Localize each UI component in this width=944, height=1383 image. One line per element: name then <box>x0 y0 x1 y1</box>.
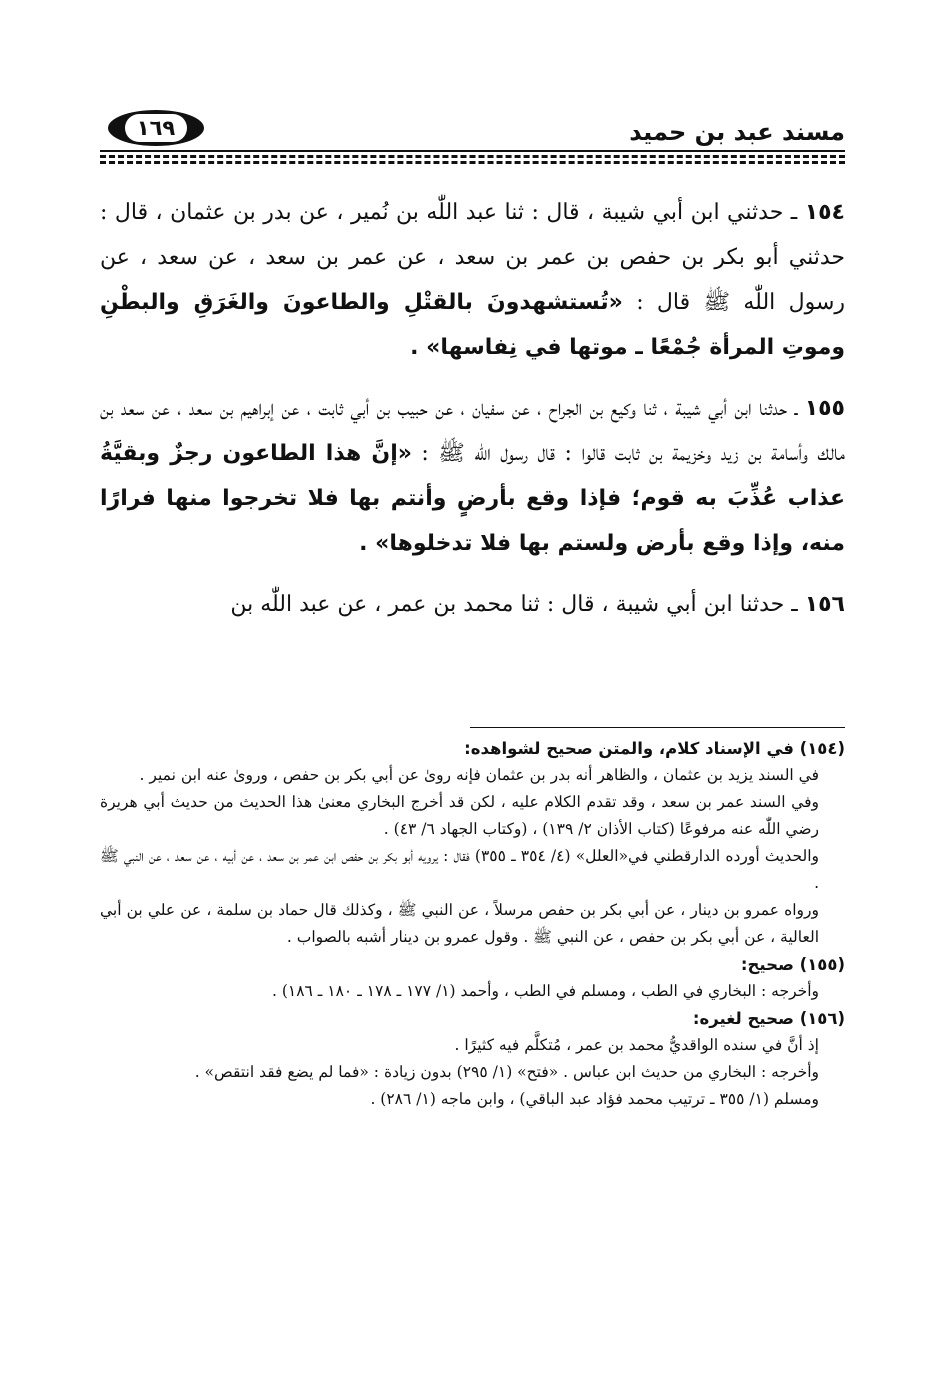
hadith-isnad: ـ حدثني ابن أبي شيبة ، قال : ثنا عبد اللّٰه بن نُمير ، عن بدر بن عثمان ، قال : حدثني أبو بكر بن حفص بن عمر بن سعد ، عن عمر بن سعد ، عن سعد ، عن رسول اللّٰه ﷺ قال : <box>100 200 846 315</box>
footnote-line: وأخرجه : البخاري في الطب ، ومسلم في الطب ، وأحمد (١/ ١٧٧ ـ ١٧٨ ـ ١٨٠ ـ ١٨٦) . <box>271 982 819 1000</box>
hadith-isnad: ـ حدثنا ابن أبي شيبة ، ثنا وكيع بن الجراح ، عن سفيان ، عن حبيب بن أبي ثابت ، عن إبراهيم بن سعد ، عن سعد بن مالك وأسامة بن زيد وخزيمة بن ثابت قالوا : قال رسول اللّٰه ﷺ : <box>100 396 846 466</box>
hadith-number: ١٥٤ <box>804 200 845 225</box>
hadith-number: ١٥٦ <box>804 592 845 617</box>
book-title: مسند عبد بن حميد <box>629 118 845 146</box>
hadith-isnad: ـ حدثنا ابن أبي شيبة ، قال : ثنا محمد بن عمر ، عن عبد اللّٰه بن <box>230 592 798 617</box>
header-rule <box>100 150 845 152</box>
page-number-badge <box>108 110 204 146</box>
footnote-line: وأخرجه : البخاري من حديث ابن عباس . «فتح» (١/ ٢٩٥) بدون زيادة : «فما لم يضع فقد انتقص» . <box>194 1063 819 1081</box>
footnote-line: ومسلم (١/ ٣٥٥ ـ ترتيب محمد فؤاد عبد الباقي) ، وابن ماجه (١/ ٢٨٦) . <box>370 1090 819 1108</box>
footnotes <box>100 735 845 1113</box>
page-number: ١٦٩ <box>125 114 187 142</box>
main-text <box>100 190 845 643</box>
footnote-line: إذ أنَّ في سنده الواقديُّ محمد بن عمر ، مُتكلَّم فيه كثيرًا . <box>454 1036 819 1054</box>
hadith-matn: «إنَّ هذا الطاعون رجزٌ وبقيَّةُ عذاب عُذِّبَ به قوم؛ فإذا وقع بأرضٍ وأنتم بها فلا تخرجوا منها فرارًا منه، وإذا وقع بأرض ولستم بها فلا تدخلوها» . <box>100 441 845 556</box>
header-dashed-rule <box>100 161 845 164</box>
footnote-heading: (١٥٥) صحيح: <box>740 955 845 974</box>
footnote-heading: (١٥٦) صحيح لغيره: <box>692 1009 845 1028</box>
footnote-line: وفي السند عمر بن سعد ، وقد تقدم الكلام عليه ، لكن قد أخرج البخاري معنىٰ هذا الحديث من حديث أبي هريرة رضي اللّٰه عنه مرفوعًا (كتاب الأذان ٢/ ١٣٩) ، (وكتاب الجهاد ٦/ ٤٣) . <box>100 793 819 838</box>
hadith-155 <box>100 386 845 566</box>
page-header <box>100 100 845 160</box>
footnote-separator <box>470 727 845 728</box>
hadith-matn: «تُستشهدونَ بالقتْلِ والطاعونَ والغَرَقِ والبطْنِ وموتِ المرأة جُمْعًا ـ موتها في نِفاسها» . <box>100 290 845 360</box>
hadith-number: ١٥٥ <box>804 396 845 421</box>
footnote-line: في السند يزيد بن عثمان ، والظاهر أنه بدر بن عثمان فإنه روىٰ عن أبي بكر بن حفص ، وروىٰ عنه ابن نمير . <box>139 766 819 784</box>
footnote-heading: (١٥٤) في الإسناد كلام، والمتن صحيح لشواهده: <box>464 739 845 758</box>
hadith-156 <box>100 582 845 627</box>
hadith-154 <box>100 190 845 370</box>
footnote-line: والحديث أورده الدارقطني في«العلل» (٤/ ٣٥٤ ـ ٣٥٥) فقال : يرويه أبو بكر بن حفص ابن عمر بن سعد ، عن أبيه ، عن سعد ، عن النبي ﷺ . <box>100 847 820 892</box>
footnote-line: ورواه عمرو بن دينار ، عن أبي بكر بن حفص مرسلاً ، عن النبي ﷺ ، وكذلك قال حماد بن سلمة ، عن علي بن أبي العالية ، عن أبي بكر بن حفص ، عن النبي ﷺ . وقول عمرو بن دينار أشبه بالصواب . <box>100 901 819 946</box>
header-dashed-rule <box>100 155 845 158</box>
